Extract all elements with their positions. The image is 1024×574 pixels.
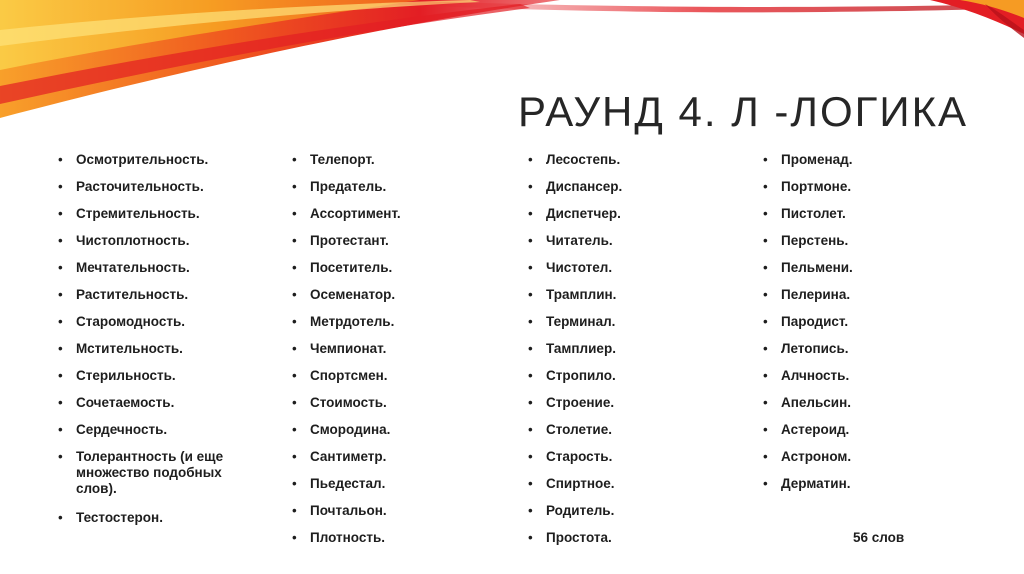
word-column-2 <box>292 152 401 557</box>
list-item: • Тамплиер. <box>528 341 622 357</box>
list-item: • Алчность. <box>763 368 853 384</box>
list-item: • Пародист. <box>763 314 853 330</box>
list-item: • Диспансер. <box>528 179 622 195</box>
list-item: • Пьедестал. <box>292 476 401 492</box>
list-item: • Старомодность. <box>58 314 248 330</box>
word-count-label: 56 слов <box>853 530 905 545</box>
list-item: • Диспетчер. <box>528 206 622 222</box>
list-item: • Мстительность. <box>58 341 248 357</box>
list-item: • Посетитель. <box>292 260 401 276</box>
list-item: • Сердечность. <box>58 422 248 438</box>
list-item: • Протестант. <box>292 233 401 249</box>
list-item: • Дерматин. <box>763 476 853 492</box>
list-item: • Строение. <box>528 395 622 411</box>
list-item: • Спиртное. <box>528 476 622 492</box>
word-column-4 <box>763 152 853 503</box>
list-item: • Осмотрительность. <box>58 152 248 168</box>
list-item: • Мечтательность. <box>58 260 248 276</box>
list-item: • Сочетаемость. <box>58 395 248 411</box>
list-item: • Астероид. <box>763 422 853 438</box>
list-item: • Стропило. <box>528 368 622 384</box>
list-item: • Осеменатор. <box>292 287 401 303</box>
list-item: • Пелерина. <box>763 287 853 303</box>
list-item: • Стоимость. <box>292 395 401 411</box>
list-item: • Лесостепь. <box>528 152 622 168</box>
slide-title: РАУНД 4. Л -ЛОГИКА <box>518 88 969 135</box>
list-item: • Расточительность. <box>58 179 248 195</box>
list-item: • Ассортимент. <box>292 206 401 222</box>
list-item: • Трамплин. <box>528 287 622 303</box>
word-column-3 <box>528 152 622 557</box>
list-item: • Смородина. <box>292 422 401 438</box>
list-item: • Апельсин. <box>763 395 853 411</box>
list-item: • Старость. <box>528 449 622 465</box>
list-item: • Пельмени. <box>763 260 853 276</box>
list-item: • Чистоплотность. <box>58 233 248 249</box>
list-item: • Променад. <box>763 152 853 168</box>
list-item: • Метрдотель. <box>292 314 401 330</box>
list-item: • Простота. <box>528 530 622 546</box>
list-item: • Перстень. <box>763 233 853 249</box>
list-item: • Толерантность (и еще множество подобных слов). <box>58 449 248 497</box>
list-item: • Чистотел. <box>528 260 622 276</box>
list-item: • Родитель. <box>528 503 622 519</box>
list-item: • Тестостерон. <box>58 510 248 526</box>
list-item: • Спортсмен. <box>292 368 401 384</box>
list-item: • Стерильность. <box>58 368 248 384</box>
list-item: • Столетие. <box>528 422 622 438</box>
list-item: • Телепорт. <box>292 152 401 168</box>
list-item: • Стремительность. <box>58 206 248 222</box>
list-item: • Растительность. <box>58 287 248 303</box>
word-column-1 <box>58 152 248 537</box>
list-item: • Астроном. <box>763 449 853 465</box>
list-item: • Сантиметр. <box>292 449 401 465</box>
list-item: • Почтальон. <box>292 503 401 519</box>
list-item: • Предатель. <box>292 179 401 195</box>
list-item: • Плотность. <box>292 530 401 546</box>
list-item: • Чемпионат. <box>292 341 401 357</box>
list-item: • Пистолет. <box>763 206 853 222</box>
list-item: • Портмоне. <box>763 179 853 195</box>
list-item: • Читатель. <box>528 233 622 249</box>
list-item: • Летопись. <box>763 341 853 357</box>
list-item: • Терминал. <box>528 314 622 330</box>
